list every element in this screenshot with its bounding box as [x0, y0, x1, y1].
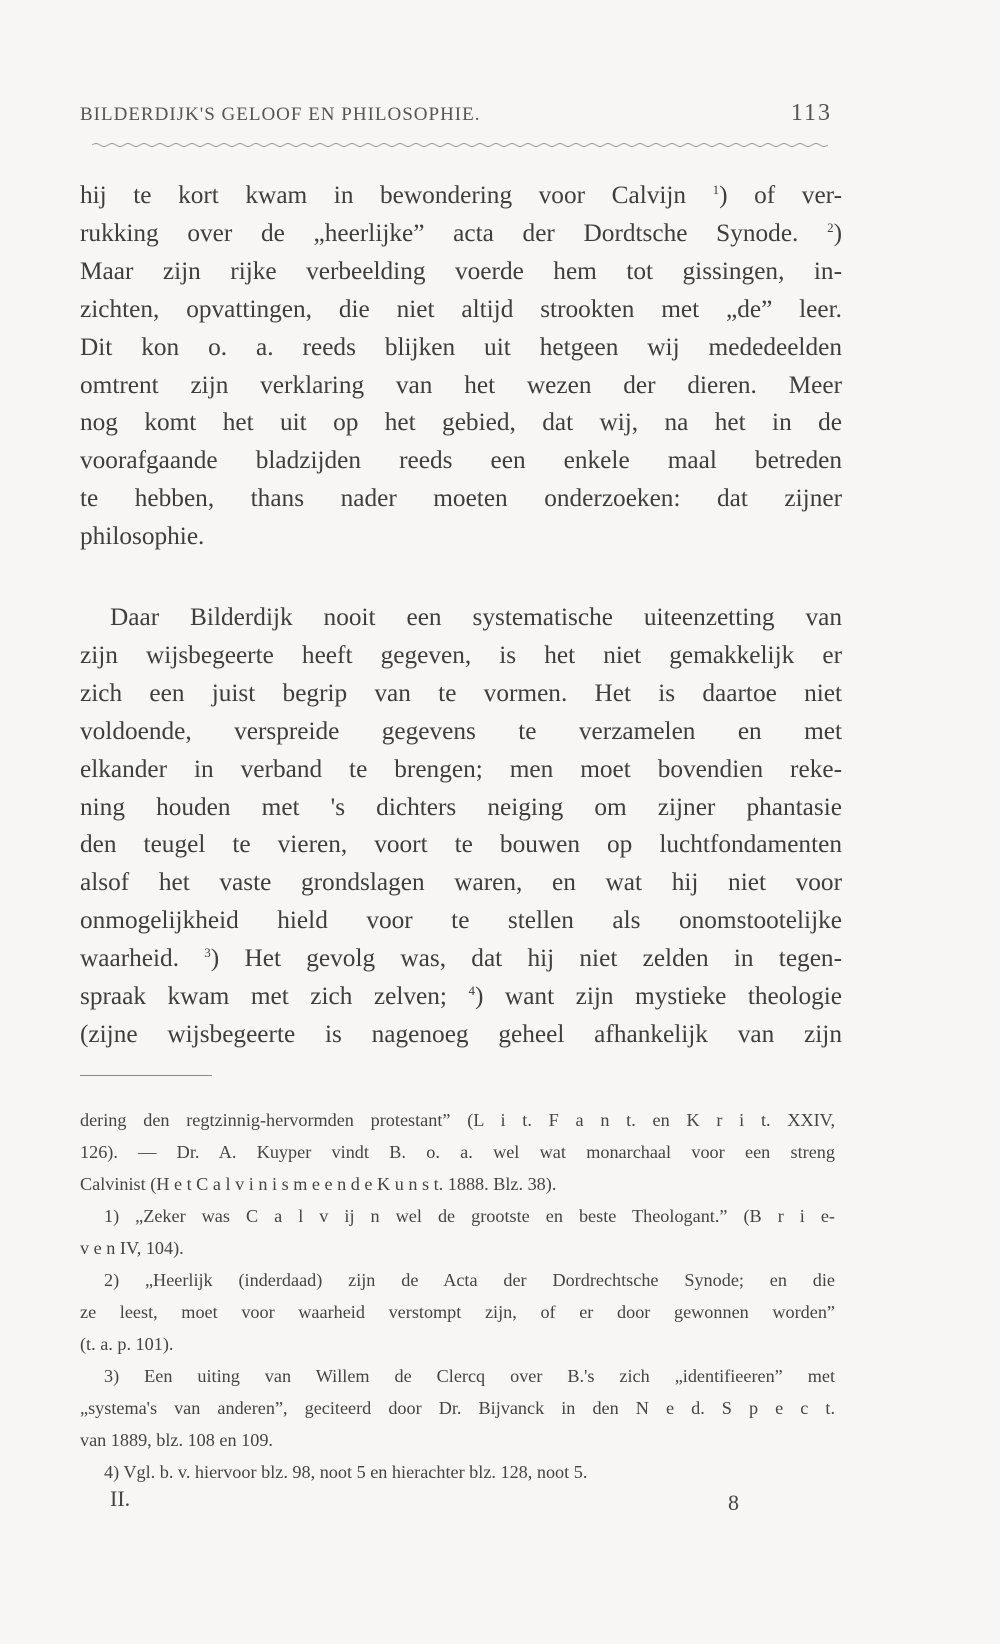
text-line: den teugel te vieren, voort te bouwen op luchtfondamenten: [80, 830, 842, 859]
text-line: voldoende, verspreide gegevens te verzamelen en met: [80, 716, 842, 745]
footnote-2: [80, 1264, 835, 1360]
text-line: waarheid. $^3$) Het gevolg was, dat hij niet zelden in tegen-: [80, 944, 843, 973]
footnote-mark: 1: [712, 182, 720, 197]
text-line: zichten, opvattingen, die niet altijd strookten met „de” leer.: [80, 294, 842, 323]
footnote-mark: 2: [827, 219, 834, 235]
text-line: nog komt het uit op het gebied, dat wij, na het in de: [80, 408, 842, 437]
text-line: rukking over de „heerlijke” acta der Dordtsche Synode. $^2$): [80, 218, 843, 247]
running-head-title: BILDERDIJK'S GELOOF EN PHILOSOPHIE.: [80, 104, 481, 125]
text-line: zijn wijsbegeerte heeft gegeven, is het niet gemakkelijk er: [80, 640, 842, 669]
text-line: ning houden met 's dichters neiging om zijner phantasie: [80, 792, 842, 821]
footnote-line: 126). — Dr. A. Kuyper vindt B. o. a. wel wat monarchaal voor een streng: [80, 1142, 835, 1162]
text-line: philosophie.: [80, 522, 205, 551]
footnote-line: 4) Vgl. b. v. hiervoor blz. 98, noot 5 en hierachter blz. 128, noot 5.: [104, 1462, 588, 1482]
footnote-line: van 1889, blz. 108 en 109.: [80, 1430, 273, 1450]
header-rule: [92, 142, 828, 148]
footnotes: [80, 1104, 835, 1488]
text-line: Daar Bilderdijk nooit een systematische uiteenzetting van: [110, 603, 842, 631]
text-line: elkander in verband te brengen; men moet bovendien reke-: [80, 754, 842, 783]
footnote-3: [80, 1360, 835, 1456]
text-line: Dit kon o. a. reeds blijken uit hetgeen wij mededeelden: [80, 332, 842, 361]
text-line: spraak kwam met zich zelven; $^4$) want zijn mystieke theologie: [80, 982, 843, 1011]
footnote-rule: [80, 1075, 212, 1076]
footnote-line: 2) „Heerlijk (inderdaad) zijn de Acta der Dordrechtsche Synode; en die: [104, 1270, 835, 1290]
paragraph-1: [80, 177, 842, 556]
text-line: te hebben, thans nader moeten onderzoeken: dat zijner: [80, 484, 842, 513]
footnote-line: (t. a. p. 101).: [80, 1334, 174, 1354]
footnote-line: 1) „Zeker was C a l v ij n wel de grootste en beste Theologant.” (B r i e-: [104, 1206, 835, 1226]
text-line: voorafgaande bladzijden reeds een enkele maal betreden: [80, 446, 842, 475]
text-line: Maar zijn rijke verbeelding voerde hem tot gissingen, in-: [80, 256, 842, 285]
signature-mark: II.: [110, 1486, 131, 1511]
footnote-line: „systema's van anderen”, geciteerd door Dr. Bijvanck in den N e d. S p e c t.: [80, 1398, 835, 1418]
text-line: alsof het vaste grondslagen waren, en wat hij niet voor: [80, 868, 842, 897]
text-line: onmogelijkheid hield voor te stellen als onomstootelijke: [80, 906, 842, 935]
footnote-line: 3) Een uiting van Willem de Clercq over B.'s zich „identifieeren” met: [104, 1366, 835, 1386]
footnote-line: dering den regtzinnig-hervormden protestant” (L i t. F a n t. en K r i t. XXIV,: [80, 1110, 835, 1130]
footnote-mark: 4: [468, 983, 475, 999]
text-line: (zijne wijsbegeerte is nagenoeg geheel afhankelijk van zijn: [80, 1019, 842, 1048]
footnote-1: [80, 1200, 835, 1264]
footnote-mark: 3: [204, 945, 211, 961]
footnote-line: v e n IV, 104).: [80, 1238, 184, 1258]
text-line: hij te kort kwam in bewondering voor Calvijn $^1$) of ver-: [80, 181, 843, 209]
text-line: omtrent zijn verklaring van het wezen der dieren. Meer: [80, 370, 842, 399]
footnote-continued: [80, 1104, 835, 1200]
page-number: 113: [790, 100, 832, 126]
running-head: [80, 100, 832, 127]
text-line: zich een juist begrip van te vormen. Het is daartoe niet: [80, 678, 842, 707]
paragraph-2: [80, 599, 842, 1054]
footnote-line: Calvinist (H e t C a l v i n i s m e e n d e K u n s t. 1888. Blz. 38).: [80, 1174, 557, 1194]
footnote-4: [80, 1456, 835, 1488]
footnote-line: ze leest, moet voor waarheid verstompt zijn, of er door gewonnen worden”: [80, 1302, 835, 1322]
signature-number: 8: [728, 1490, 739, 1515]
